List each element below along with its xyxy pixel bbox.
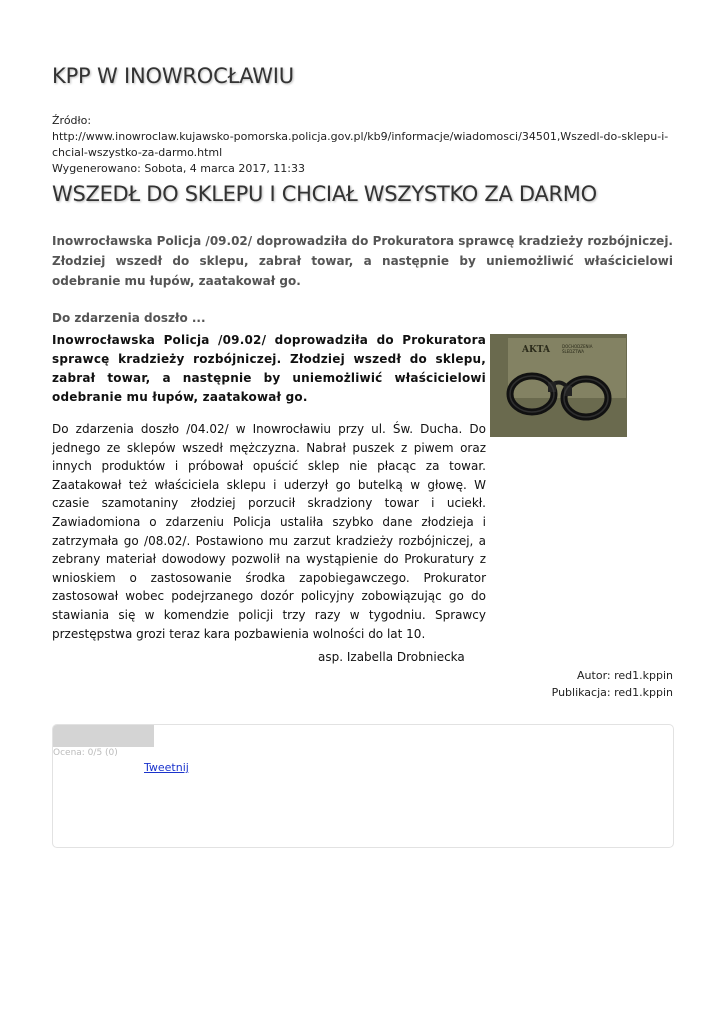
source-label: Źródło: [52,114,92,127]
rating-box [52,724,674,848]
article-intro: Do zdarzenia doszło ... [52,311,206,325]
rating-bar[interactable] [53,725,154,747]
source-block [52,113,674,177]
folder-subtext-2: ŚLEDZTWA [562,349,585,354]
folder-subtext-1: DOCHODZENIA [562,344,593,349]
article-author: Autor: red1.kppin [577,669,673,682]
source-url: http://www.inowroclaw.kujawsko-pomorska.policja.gov.pl/kb9/informacje/wiadomosci/34501,Wszedl-do-sklepu-i-chcial-wszystko-za-darmo.html [52,130,669,159]
article-publication: Publikacja: red1.kppin [551,686,673,699]
article-title: WSZEDŁ DO SKLEPU I CHCIAŁ WSZYSTKO ZA DARMO [52,182,597,206]
article-body: Do zdarzenia doszło /04.02/ w Inowrocławiu przy ul. Św. Ducha. Do jednego ze sklepów wszedł mężczyzna. Nabrał puszek z piwem oraz innych produktów i próbował opuścić sklep nie płacąc za towar. Zaatakował też właściciela sklepu i uderzył go butelką w głowę. W czasie szamotaniny złodziej porzucił skradziony towar i uciekł. Zawiadomiona o zdarzeniu Policja ustaliła szybko dane złodzieja i zatrzymała go /08.02/. Postawiono mu zarzut kradzieży rozbójniczej, a zebrany materiał dowodowy pozwolił na wystąpienie do Prokuratury z wnioskiem o zastosowanie środka zapobiegawczego. Prokurator zastosował wobec podejrzanego dozór policyjny zobowiązując go do stawiania się w komendzie policji trzy razy w tygodniu. Sprawcy przestępstwa grozi teraz kara pozbawienia wolności do lat 10. [52,422,486,641]
handcuffs-photo [490,334,627,437]
article-signature: asp. Izabella Drobniecka [318,650,465,664]
tweet-link[interactable]: Tweetnij [144,761,189,774]
article-lead: Inowrocławska Policja /09.02/ doprowadziła do Prokuratora sprawcę kradzieży rozbójniczej. Złodziej wszedł do sklepu, zabrał towar, a następnie by uniemożliwić właścicielowi odebranie mu łupów, zaatakował go. [52,234,673,288]
folder-akta-text: AKTA [522,345,550,355]
rating-text: Ocena: 0/5 (0) [53,748,118,758]
generated-date: Wygenerowano: Sobota, 4 marca 2017, 11:33 [52,162,306,175]
site-title: KPP W INOWROCŁAWIU [52,64,294,88]
handcuffs-image [490,334,627,437]
article-body-bold: Inowrocławska Policja /09.02/ doprowadziła do Prokuratora sprawcę kradzieży rozbójniczej. Złodziej wszedł do sklepu, zabrał towar, a następnie by uniemożliwić właścicielowi odebranie mu łupów, zaatakował go. [52,333,486,404]
